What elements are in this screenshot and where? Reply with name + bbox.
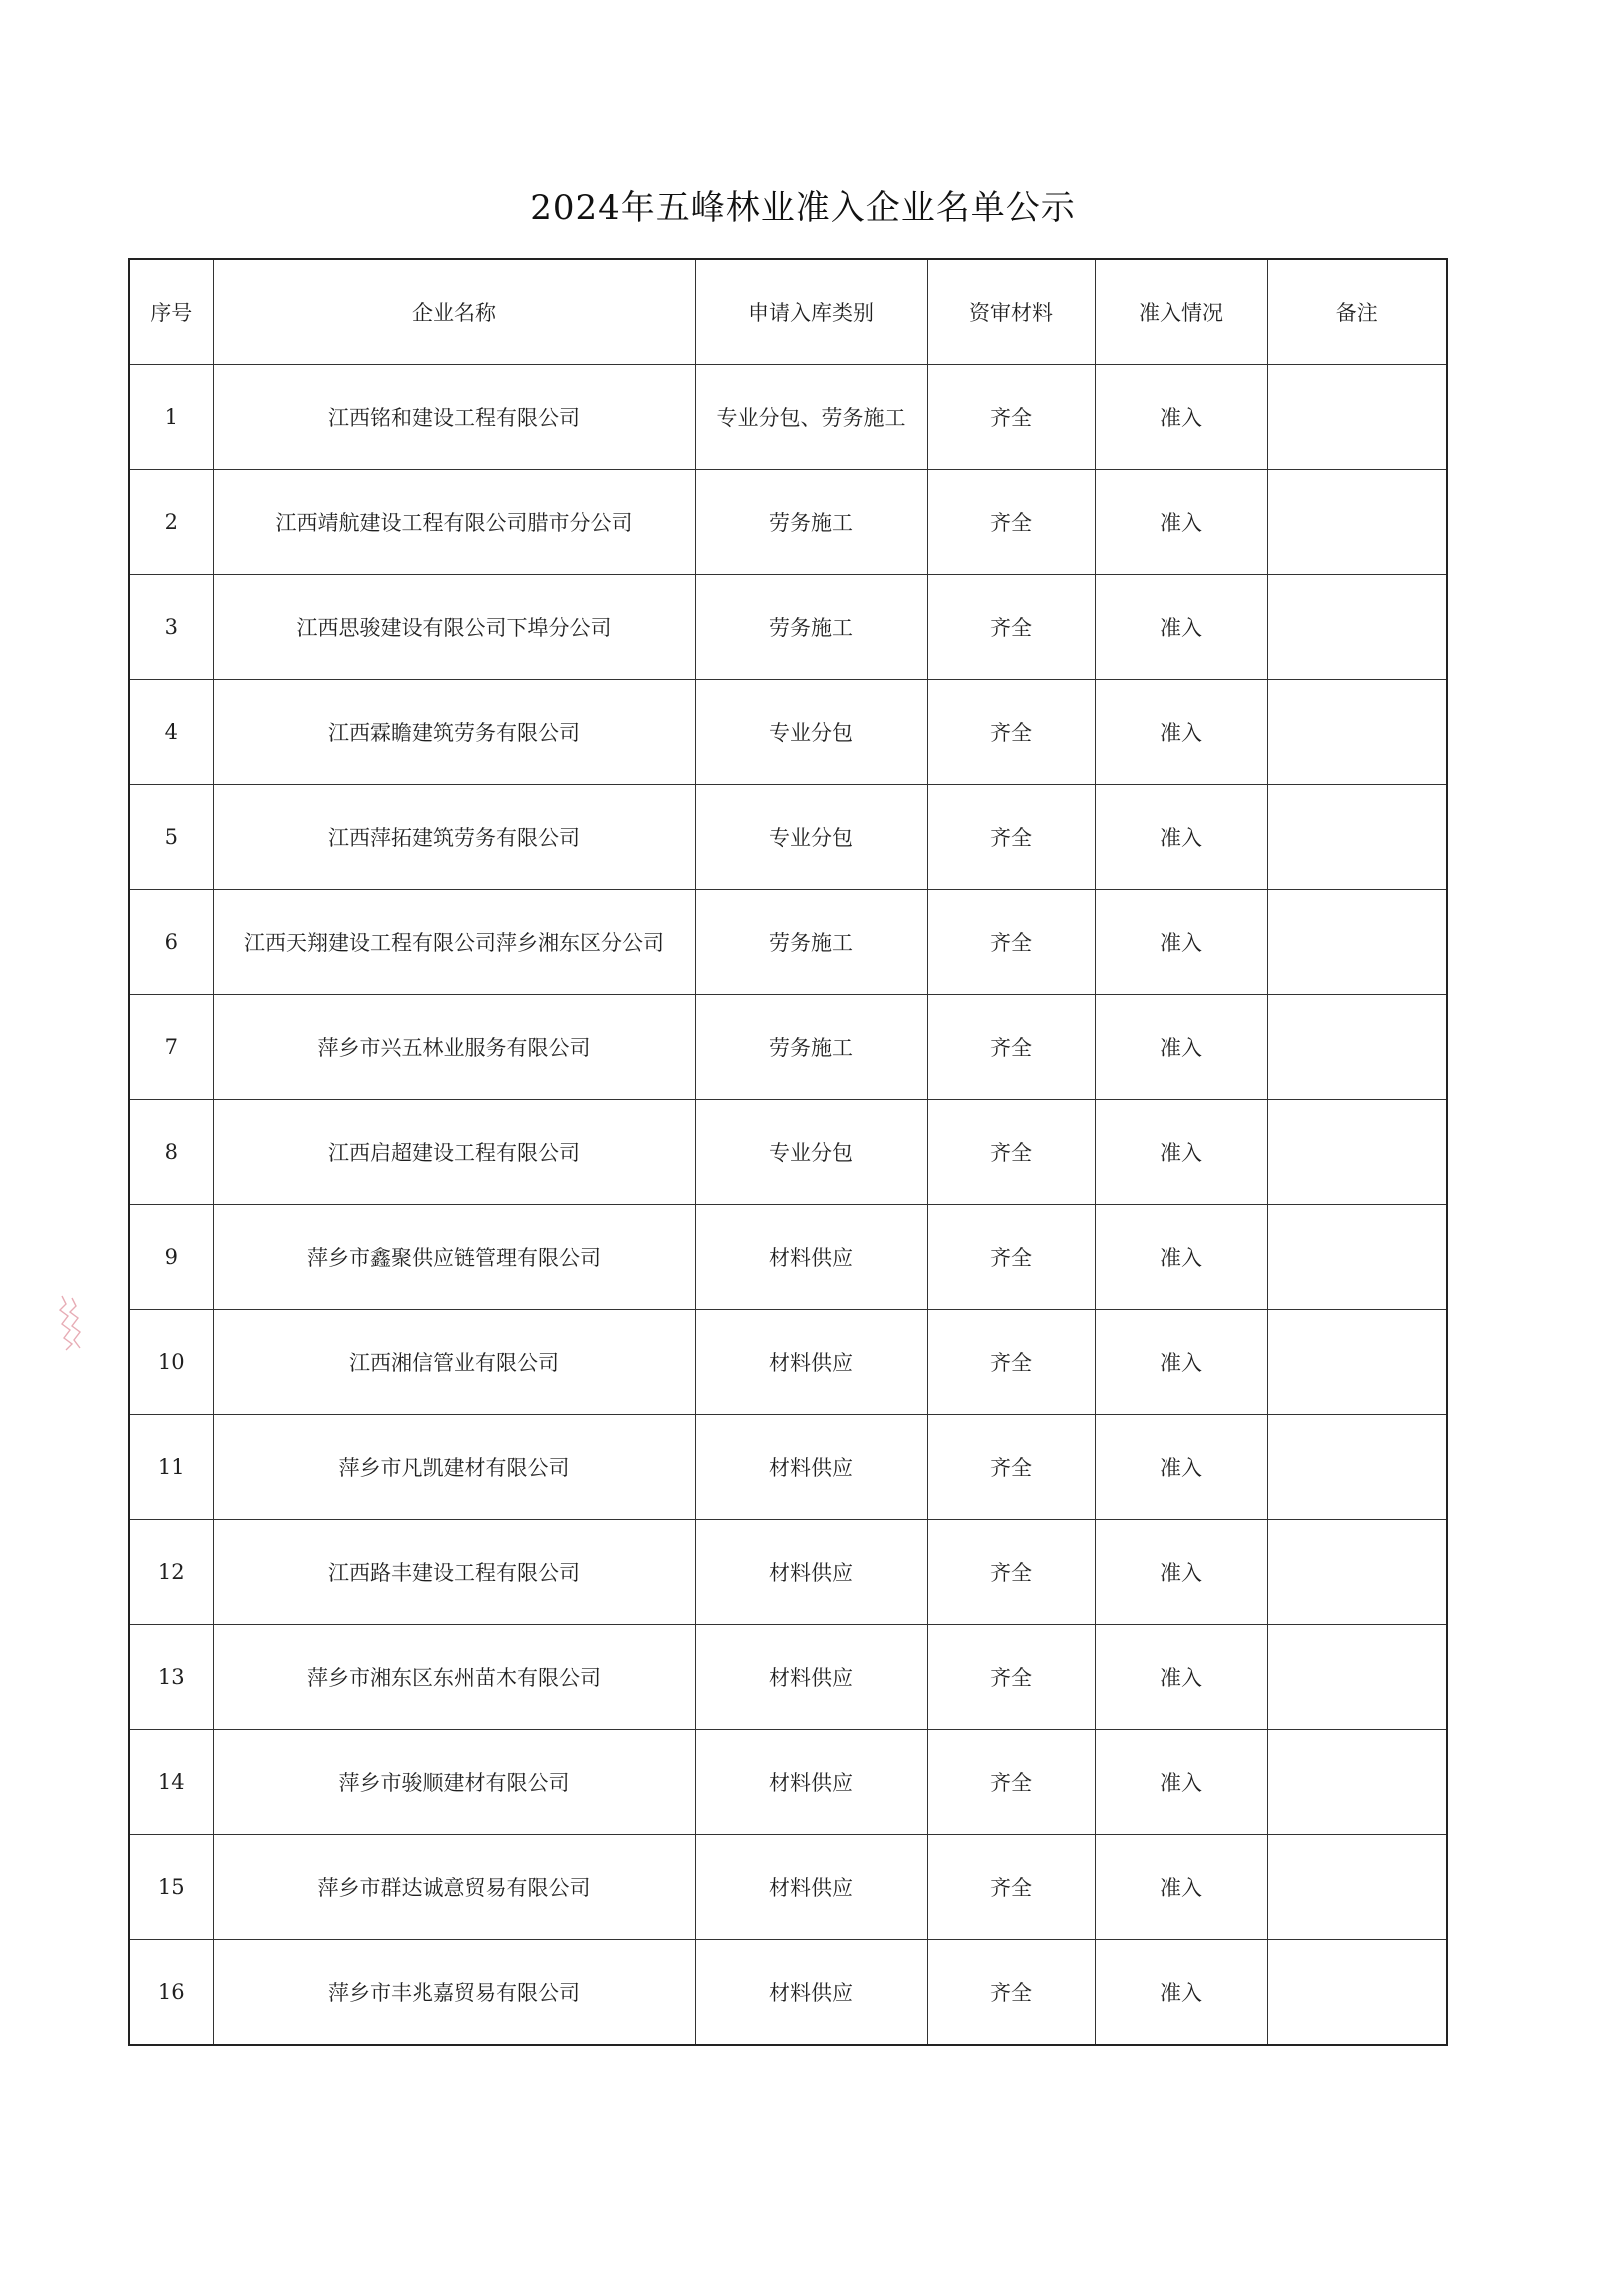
cell-category: 专业分包: [695, 680, 927, 785]
table-row: [129, 680, 1447, 785]
cell-admission: 准入: [1095, 1835, 1267, 1940]
cell-seq: 16: [129, 1940, 213, 2046]
cell-company-name: 江西启超建设工程有限公司: [213, 1100, 695, 1205]
cell-category: 材料供应: [695, 1625, 927, 1730]
cell-company-name: 萍乡市鑫聚供应链管理有限公司: [213, 1205, 695, 1310]
table-row: [129, 995, 1447, 1100]
cell-materials: 齐全: [927, 1835, 1095, 1940]
cell-seq: 11: [129, 1415, 213, 1520]
table-row: [129, 1940, 1447, 2046]
cell-remarks: [1267, 995, 1447, 1100]
cell-seq: 2: [129, 470, 213, 575]
cell-remarks: [1267, 365, 1447, 470]
admission-table: [128, 258, 1448, 2046]
cell-seq: 4: [129, 680, 213, 785]
cell-company-name: 萍乡市湘东区东州苗木有限公司: [213, 1625, 695, 1730]
cell-category: 材料供应: [695, 1835, 927, 1940]
cell-seq: 8: [129, 1100, 213, 1205]
cell-admission: 准入: [1095, 1100, 1267, 1205]
cell-remarks: [1267, 1520, 1447, 1625]
table-row: [129, 1730, 1447, 1835]
cell-materials: 齐全: [927, 575, 1095, 680]
cell-admission: 准入: [1095, 1730, 1267, 1835]
cell-seq: 3: [129, 575, 213, 680]
table-header-row: [129, 259, 1447, 365]
table-row: [129, 365, 1447, 470]
cell-category: 专业分包: [695, 1100, 927, 1205]
cell-admission: 准入: [1095, 1625, 1267, 1730]
cell-company-name: 江西靖航建设工程有限公司腊市分公司: [213, 470, 695, 575]
cell-company-name: 江西思骏建设有限公司下埠分公司: [213, 575, 695, 680]
cell-materials: 齐全: [927, 1520, 1095, 1625]
cell-company-name: 江西路丰建设工程有限公司: [213, 1520, 695, 1625]
cell-category: 劳务施工: [695, 470, 927, 575]
cell-category: 材料供应: [695, 1415, 927, 1520]
cell-seq: 10: [129, 1310, 213, 1415]
cell-remarks: [1267, 1730, 1447, 1835]
cell-seq: 1: [129, 365, 213, 470]
cell-company-name: 萍乡市群达诚意贸易有限公司: [213, 1835, 695, 1940]
cell-remarks: [1267, 1835, 1447, 1940]
table-row: [129, 1625, 1447, 1730]
cell-remarks: [1267, 1100, 1447, 1205]
cell-admission: 准入: [1095, 785, 1267, 890]
header-company-name: 企业名称: [213, 259, 695, 365]
cell-remarks: [1267, 1310, 1447, 1415]
cell-admission: 准入: [1095, 890, 1267, 995]
cell-seq: 9: [129, 1205, 213, 1310]
cell-admission: 准入: [1095, 1310, 1267, 1415]
cell-materials: 齐全: [927, 995, 1095, 1100]
cell-company-name: 江西天翔建设工程有限公司萍乡湘东区分公司: [213, 890, 695, 995]
cell-materials: 齐全: [927, 1310, 1095, 1415]
cell-company-name: 江西湘信管业有限公司: [213, 1310, 695, 1415]
cell-remarks: [1267, 1625, 1447, 1730]
cell-category: 材料供应: [695, 1205, 927, 1310]
cell-company-name: 江西霖瞻建筑劳务有限公司: [213, 680, 695, 785]
cell-admission: 准入: [1095, 575, 1267, 680]
table-row: [129, 890, 1447, 995]
table-row: [129, 575, 1447, 680]
cell-category: 材料供应: [695, 1310, 927, 1415]
cell-admission: 准入: [1095, 365, 1267, 470]
cell-remarks: [1267, 1940, 1447, 2046]
table-row: [129, 470, 1447, 575]
cell-admission: 准入: [1095, 470, 1267, 575]
cell-remarks: [1267, 575, 1447, 680]
cell-materials: 齐全: [927, 1730, 1095, 1835]
cell-company-name: 萍乡市兴五林业服务有限公司: [213, 995, 695, 1100]
cell-materials: 齐全: [927, 785, 1095, 890]
table-row: [129, 1310, 1447, 1415]
cell-category: 劳务施工: [695, 575, 927, 680]
cell-company-name: 萍乡市骏顺建材有限公司: [213, 1730, 695, 1835]
cell-remarks: [1267, 890, 1447, 995]
cell-materials: 齐全: [927, 1100, 1095, 1205]
cell-materials: 齐全: [927, 890, 1095, 995]
cell-category: 材料供应: [695, 1520, 927, 1625]
cell-materials: 齐全: [927, 1625, 1095, 1730]
cell-remarks: [1267, 470, 1447, 575]
cell-materials: 齐全: [927, 1415, 1095, 1520]
cell-remarks: [1267, 785, 1447, 890]
cell-company-name: 江西铭和建设工程有限公司: [213, 365, 695, 470]
table-row: [129, 1835, 1447, 1940]
cell-remarks: [1267, 1415, 1447, 1520]
seal-mark: [56, 1292, 84, 1354]
cell-admission: 准入: [1095, 1415, 1267, 1520]
cell-seq: 5: [129, 785, 213, 890]
cell-materials: 齐全: [927, 470, 1095, 575]
cell-admission: 准入: [1095, 680, 1267, 785]
header-materials: 资审材料: [927, 259, 1095, 365]
cell-seq: 6: [129, 890, 213, 995]
cell-seq: 12: [129, 1520, 213, 1625]
cell-category: 劳务施工: [695, 995, 927, 1100]
cell-remarks: [1267, 680, 1447, 785]
table-row: [129, 1415, 1447, 1520]
cell-company-name: 江西萍拓建筑劳务有限公司: [213, 785, 695, 890]
table-row: [129, 785, 1447, 890]
table-row: [129, 1100, 1447, 1205]
cell-category: 专业分包: [695, 785, 927, 890]
cell-materials: 齐全: [927, 1205, 1095, 1310]
header-seq: 序号: [129, 259, 213, 365]
page-title: 2024年五峰林业准入企业名单公示: [530, 188, 1076, 228]
table-row: [129, 1520, 1447, 1625]
cell-remarks: [1267, 1205, 1447, 1310]
cell-admission: 准入: [1095, 995, 1267, 1100]
header-category: 申请入库类别: [695, 259, 927, 365]
table-row: [129, 1205, 1447, 1310]
cell-category: 材料供应: [695, 1730, 927, 1835]
cell-category: 材料供应: [695, 1940, 927, 2046]
header-admission: 准入情况: [1095, 259, 1267, 365]
cell-company-name: 萍乡市丰兆嘉贸易有限公司: [213, 1940, 695, 2046]
cell-category: 劳务施工: [695, 890, 927, 995]
cell-admission: 准入: [1095, 1520, 1267, 1625]
cell-company-name: 萍乡市凡凯建材有限公司: [213, 1415, 695, 1520]
cell-materials: 齐全: [927, 1940, 1095, 2046]
cell-seq: 14: [129, 1730, 213, 1835]
cell-seq: 15: [129, 1835, 213, 1940]
cell-materials: 齐全: [927, 680, 1095, 785]
cell-admission: 准入: [1095, 1940, 1267, 2046]
cell-admission: 准入: [1095, 1205, 1267, 1310]
cell-seq: 7: [129, 995, 213, 1100]
cell-materials: 齐全: [927, 365, 1095, 470]
cell-seq: 13: [129, 1625, 213, 1730]
header-remarks: 备注: [1267, 259, 1447, 365]
cell-category: 专业分包、劳务施工: [695, 365, 927, 470]
